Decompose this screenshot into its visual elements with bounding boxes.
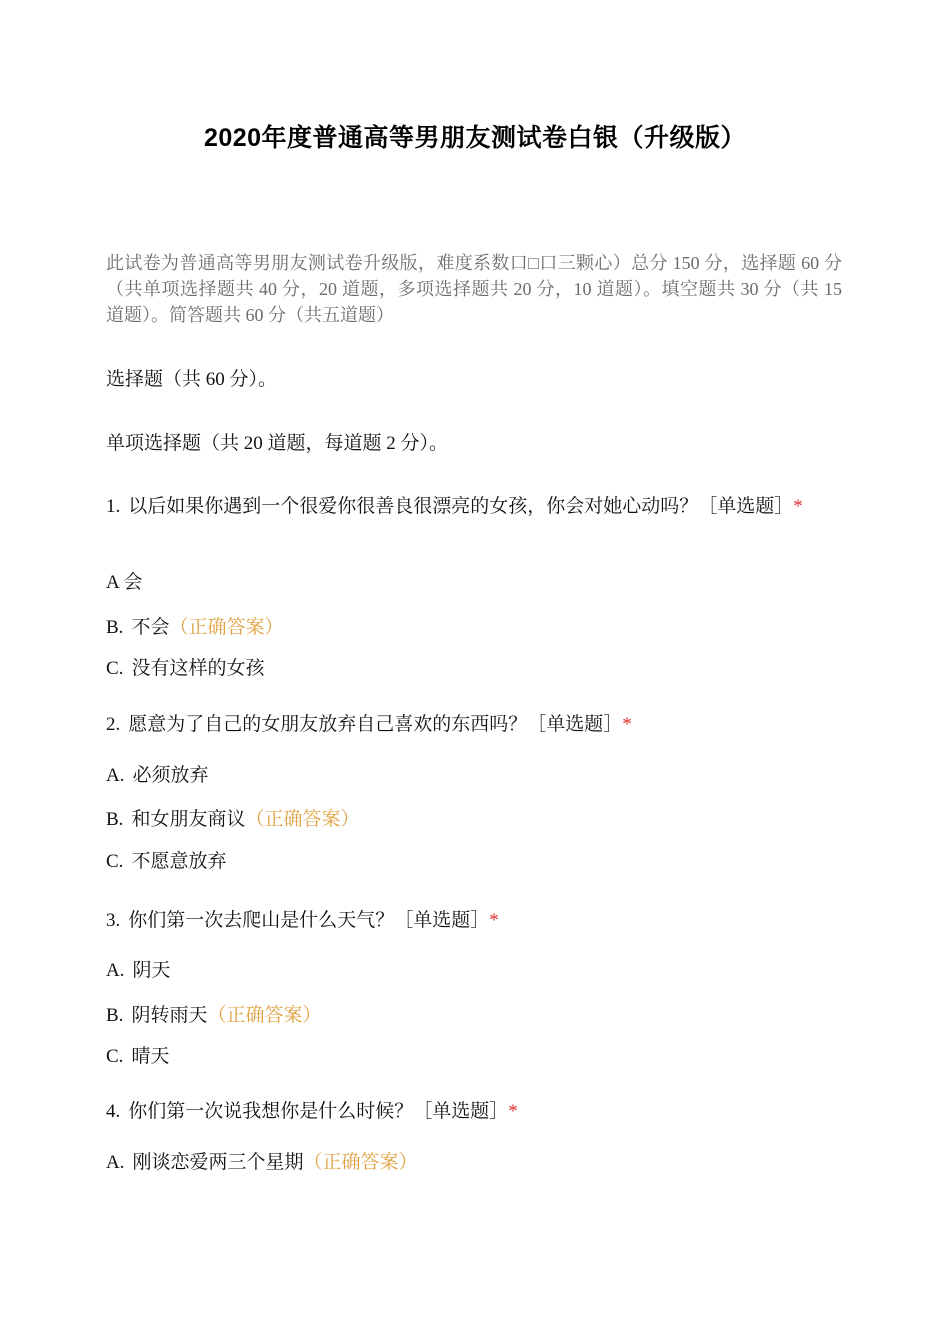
option-key: C. (106, 658, 124, 679)
q2-option-b (106, 807, 842, 833)
q1-option-b (106, 615, 842, 641)
exam-description: 此试卷为普通高等男朋友测试卷升级版，难度系数口□口三颗心）总分 150 分，选择题 60 分（共单项选择题共 40 分，20 道题，多项选择题共 20 分，10 道题）。填空题共 30 分（共 15 道题）。简答题共 60 分（共五道题） (106, 253, 842, 325)
option-text: 会 (123, 572, 143, 593)
option-key: C. (106, 1046, 124, 1067)
question-2 (106, 712, 842, 738)
option-key: B. (106, 809, 124, 830)
required-mark: * (508, 1101, 518, 1122)
option-key: A (106, 572, 119, 593)
q1-option-a (106, 570, 842, 596)
question-text: 你们第一次说我想你是什么时候？［单选题］ (128, 1101, 509, 1122)
question-4 (106, 1099, 842, 1125)
q1-option-c (106, 656, 842, 682)
option-text: 不会 (131, 617, 170, 638)
q3-option-c (106, 1044, 842, 1070)
correct-answer-tag: （正确答案） (245, 809, 360, 830)
q3-option-a (106, 958, 842, 984)
question-3 (106, 908, 842, 934)
option-key: B. (106, 1005, 124, 1026)
option-key: A. (106, 1152, 125, 1173)
question-number: 4. (106, 1101, 121, 1122)
correct-answer-tag: （正确答案） (303, 1152, 418, 1173)
option-text: 刚谈恋爱两三个星期 (132, 1152, 304, 1173)
q3-option-b (106, 1003, 842, 1029)
question-1 (106, 494, 842, 520)
question-number: 2. (106, 714, 121, 735)
option-text: 阴转雨天 (131, 1005, 208, 1026)
option-key: A. (106, 765, 125, 786)
option-text: 必须放弃 (132, 765, 209, 786)
option-text: 和女朋友商议 (131, 809, 246, 830)
q4-option-a (106, 1150, 842, 1176)
subsection-heading: 单项选择题（共 20 道题，每道题 2 分）。 (106, 433, 449, 454)
correct-answer-tag: （正确答案） (169, 617, 284, 638)
option-text: 没有这样的女孩 (131, 658, 265, 679)
required-mark: * (489, 910, 499, 931)
required-mark: * (622, 714, 632, 735)
option-text: 不愿意放弃 (131, 851, 227, 872)
q2-option-a (106, 763, 842, 789)
question-number: 1. (106, 496, 121, 517)
document-title: 2020年度普通高等男朋友测试卷白银（升级版） (203, 124, 747, 152)
question-text: 你们第一次去爬山是什么天气？［单选题］ (128, 910, 490, 931)
correct-answer-tag: （正确答案） (207, 1005, 322, 1026)
section-heading: 选择题（共 60 分）。 (106, 369, 278, 390)
option-text: 晴天 (131, 1046, 170, 1067)
option-key: A. (106, 960, 125, 981)
option-text: 阴天 (132, 960, 171, 981)
q2-option-c (106, 849, 842, 875)
question-number: 3. (106, 910, 121, 931)
question-text: 以后如果你遇到一个很爱你很善良很漂亮的女孩，你会对她心动吗？［单选题］ (128, 496, 794, 517)
required-mark: * (793, 496, 803, 517)
option-key: B. (106, 617, 124, 638)
option-key: C. (106, 851, 124, 872)
question-text: 愿意为了自己的女朋友放弃自己喜欢的东西吗？［单选题］ (128, 714, 623, 735)
